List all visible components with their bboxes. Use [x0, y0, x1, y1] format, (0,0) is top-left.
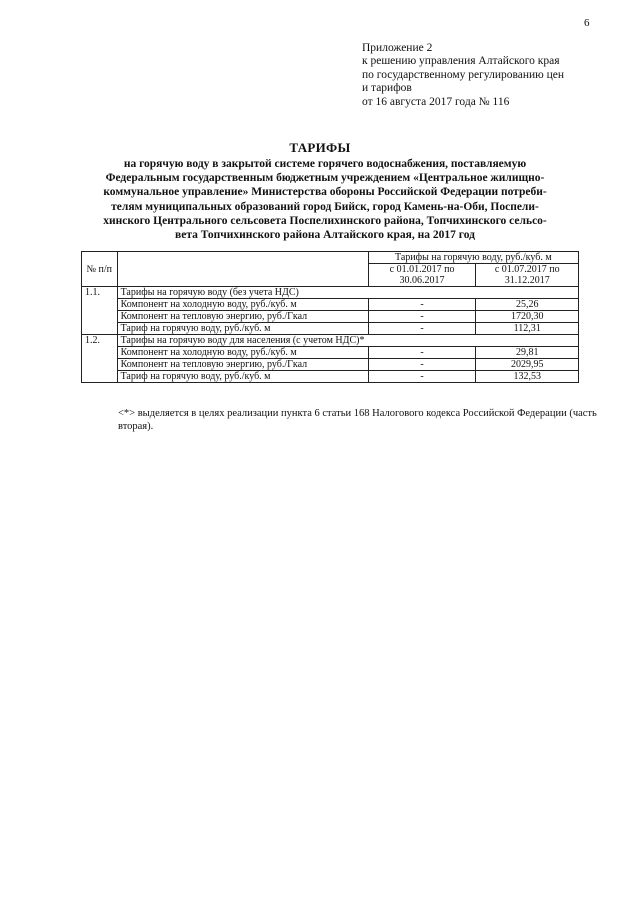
table-row	[82, 371, 579, 383]
appendix-block	[362, 42, 612, 109]
footnote-line: вторая).	[118, 421, 154, 432]
row-name: Тариф на горячую воду, руб./куб. м	[117, 371, 368, 383]
footnote-line: <*> выделяется в целях реализации пункта 6 статьи 168 Налогового кодекса Российской Федерации (часть	[118, 408, 597, 419]
subtitle-line: Федеральным государственным бюджетным учреждением «Центральное жилищно-	[105, 172, 545, 185]
section-row	[82, 287, 579, 299]
tariff-table	[81, 251, 579, 383]
row-period-1-value: -	[368, 299, 476, 311]
header-number: № п/п	[82, 252, 118, 287]
row-period-1-value: -	[368, 347, 476, 359]
appendix-line: и тарифов	[362, 82, 412, 95]
appendix-line: Приложение 2	[362, 42, 433, 54]
subtitle-line: вета Топчихинского района Алтайского края, на 2017 год	[175, 229, 475, 242]
table-row	[82, 347, 579, 359]
appendix-line: от 16 августа 2017 года № 116	[362, 95, 510, 108]
table-row	[82, 359, 579, 371]
row-name: Компонент на холодную воду, руб./куб. м	[117, 299, 368, 311]
row-period-2-value: 29,81	[476, 347, 579, 359]
header-name-blank	[117, 252, 368, 287]
subtitle-line: телям муниципальных образований город Бийск, город Камень-на-Оби, Поспели-	[111, 200, 539, 213]
table-row	[82, 299, 579, 311]
header-period-1: с 01.01.2017 по 30.06.2017	[368, 264, 476, 287]
section-title: Тарифы на горячую воду для населения (с учетом НДС)*	[117, 335, 578, 347]
row-period-1-value: -	[368, 371, 476, 383]
section-title: Тарифы на горячую воду (без учета НДС)	[117, 287, 578, 299]
row-period-1-value: -	[368, 323, 476, 335]
section-number: 1.1.	[82, 287, 118, 335]
subtitle-line: хинского Центрального сельсовета Поспелихинского района, Топчихинского сельсо-	[103, 214, 547, 227]
section-number: 1.2.	[82, 335, 118, 383]
row-name: Тариф на горячую воду, руб./куб. м	[117, 323, 368, 335]
document-subtitle	[80, 157, 570, 242]
row-name: Компонент на тепловую энергию, руб./Гкал	[117, 311, 368, 323]
subtitle-line: на горячую воду в закрытой системе горячего водоснабжения, поставляемую	[123, 158, 527, 170]
row-name: Компонент на тепловую энергию, руб./Гкал	[117, 359, 368, 371]
row-period-2-value: 2029,95	[476, 359, 579, 371]
row-period-2-value: 1720,30	[476, 311, 579, 323]
row-name: Компонент на холодную воду, руб./куб. м	[117, 347, 368, 359]
footnote	[118, 407, 598, 433]
row-period-2-value: 132,53	[476, 371, 579, 383]
row-period-1-value: -	[368, 359, 476, 371]
appendix-line: к решению управления Алтайского края	[362, 55, 560, 68]
header-period-2: с 01.07.2017 по 31.12.2017	[476, 264, 579, 287]
table-header-row	[82, 252, 579, 264]
subtitle-line: коммунальное управление» Министерства обороны Российской Федерации потреби-	[103, 186, 547, 199]
table-row	[82, 323, 579, 335]
header-tariff-group: Тарифы на горячую воду, руб./куб. м	[368, 252, 578, 264]
page-number: 6	[584, 17, 590, 29]
row-period-2-value: 25,26	[476, 299, 579, 311]
table-row	[82, 311, 579, 323]
section-row	[82, 335, 579, 347]
document-title: ТАРИФЫ	[289, 140, 351, 155]
row-period-1-value: -	[368, 311, 476, 323]
appendix-line: по государственному регулированию цен	[362, 68, 565, 81]
row-period-2-value: 112,31	[476, 323, 579, 335]
